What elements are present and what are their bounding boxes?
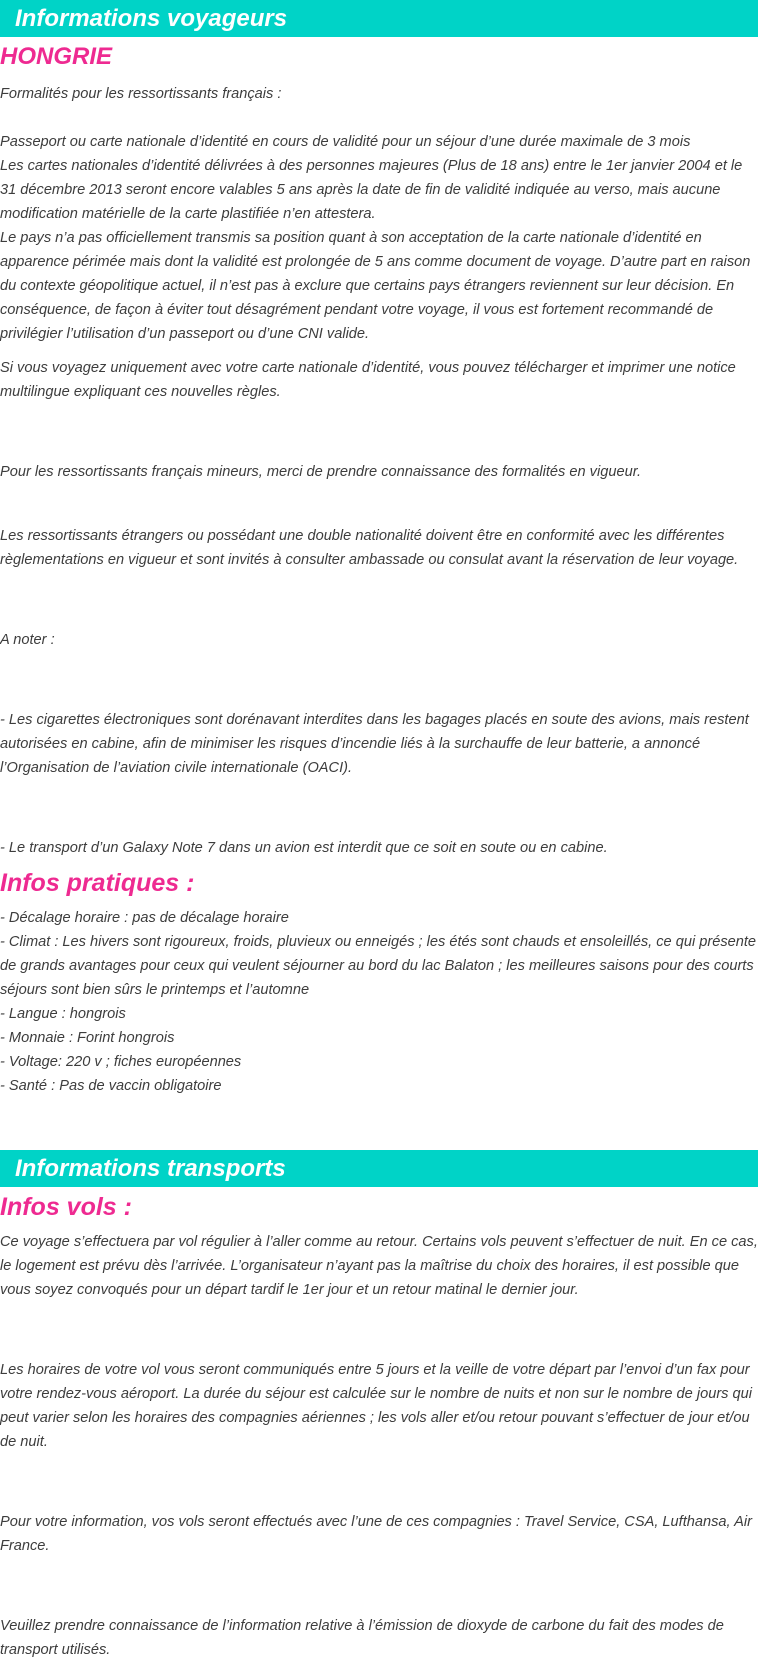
banner-informations-voyageurs: Informations voyageurs bbox=[0, 0, 758, 37]
galaxy-note: - Le transport d’un Galaxy Note 7 dans un avion est interdit que ce soit en soute ou en cabine. bbox=[0, 840, 608, 856]
cigarettes-note: - Les cigarettes électroniques sont dorénavant interdites dans les bagages placés en soute des avions, mais restent autorisées en cabine, afin de minimiser les risques d’incendie liés à la surchauffe de leur batterie, a annoncé l’Organisation de l’aviation civile internationale (OACI). bbox=[0, 712, 749, 776]
passport-line-3: Le pays n’a pas officiellement transmis sa position quant à son acceptation de la carte nationale d’identité en apparence périmée mais dont la validité est prolongée de 5 ans comme document de voyage. D’autre part en raison du contexte géopolitique actuel, il n’est pas à exclure que certains pays étrangers reviennent sur leur décision. En conséquence, de façon à éviter tout désagrément pendant votre voyage, il vous est fortement recommandé de privilégier l’utilisation d’un passeport ou d’une CNI valide. bbox=[0, 230, 751, 342]
passport-line-2: Les cartes nationales d’identité délivrées à des personnes majeures (Plus de 18 ans) entre le 1er janvier 2004 et le 31 décembre 2013 seront encore valables 5 ans après la date de fin de validité indiquée au verso, mais aucune modification matérielle de la carte plastifiée n’en attestera. bbox=[0, 158, 743, 222]
notice-paragraph: Si vous voyagez uniquement avec votre carte nationale d’identité, vous pouvez télécharger et imprimer une notice multilingue expliquant ces nouvelles règles. bbox=[0, 360, 736, 400]
infos-pratiques-heading: Infos pratiques : bbox=[0, 869, 195, 897]
info-langue: - Langue : hongrois bbox=[0, 1006, 126, 1022]
info-climat: - Climat : Les hivers sont rigoureux, froids, pluvieux ou enneigés ; les étés sont chauds et ensoleillés, ce qui présente de grands avantages pour ceux qui veulent séjourner au bord du lac Balaton ; les meilleures saisons pour des courts séjours sont bien sûrs le printemps et l’automne bbox=[0, 934, 757, 998]
vols-paragraph-2: Les horaires de votre vol vous seront communiqués entre 5 jours et la veille de votre départ par l’envoi d’un fax pour votre rendez-vous aéroport. La durée du séjour est calculée sur le nombre de nuits et non sur le nombre de jours qui peut varier selon les horaires des compagnies aériennes ; les vols aller et/ou retour pouvant s’effectuer de jour et/ou de nuit. bbox=[0, 1362, 753, 1450]
info-voltage: - Voltage: 220 v ; fiches européennes bbox=[0, 1054, 242, 1070]
a-noter-label: A noter : bbox=[0, 632, 55, 648]
passport-line-1: Passeport ou carte nationale d’identité en cours de validité pour un séjour d’une durée maximale de 3 mois bbox=[0, 134, 691, 150]
info-decalage: - Décalage horaire : pas de décalage horaire bbox=[0, 910, 289, 926]
infos-vols-heading: Infos vols : bbox=[0, 1193, 132, 1221]
vols-paragraph-1: Ce voyage s’effectuera par vol régulier à l’aller comme au retour. Certains vols peuvent s’effectuer de nuit. En ce cas, le logement est prévu dès l’arrivée. L’organisateur n’ayant pas la maîtrise du choix des horaires, il est possible que vous soyez convoqués pour un départ tardif le 1er jour et un retour matinal le dernier jour. bbox=[0, 1234, 758, 1298]
info-monnaie: - Monnaie : Forint hongrois bbox=[0, 1030, 175, 1046]
country-heading: HONGRIE bbox=[0, 43, 113, 70]
info-sante: - Santé : Pas de vaccin obligatoire bbox=[0, 1078, 222, 1094]
vols-paragraph-4: Veuillez prendre connaissance de l’information relative à l’émission de dioxyde de carbone du fait des modes de transport utilisés. bbox=[0, 1618, 724, 1658]
formalites-intro: Formalités pour les ressortissants français : bbox=[0, 86, 282, 102]
mineurs-paragraph: Pour les ressortissants français mineurs, merci de prendre connaissance des formalités en vigueur. bbox=[0, 464, 642, 480]
banner-informations-transports: Informations transports bbox=[0, 1150, 758, 1187]
etrangers-paragraph: Les ressortissants étrangers ou possédant une double nationalité doivent être en conformité avec les différentes règlementations en vigueur et sont invités à consulter ambassade ou consulat avant la réservation de leur voyage. bbox=[0, 528, 739, 568]
vols-paragraph-3: Pour votre information, vos vols seront effectués avec l’une de ces compagnies : Travel Service, CSA, Lufthansa, Air France. bbox=[0, 1514, 752, 1554]
